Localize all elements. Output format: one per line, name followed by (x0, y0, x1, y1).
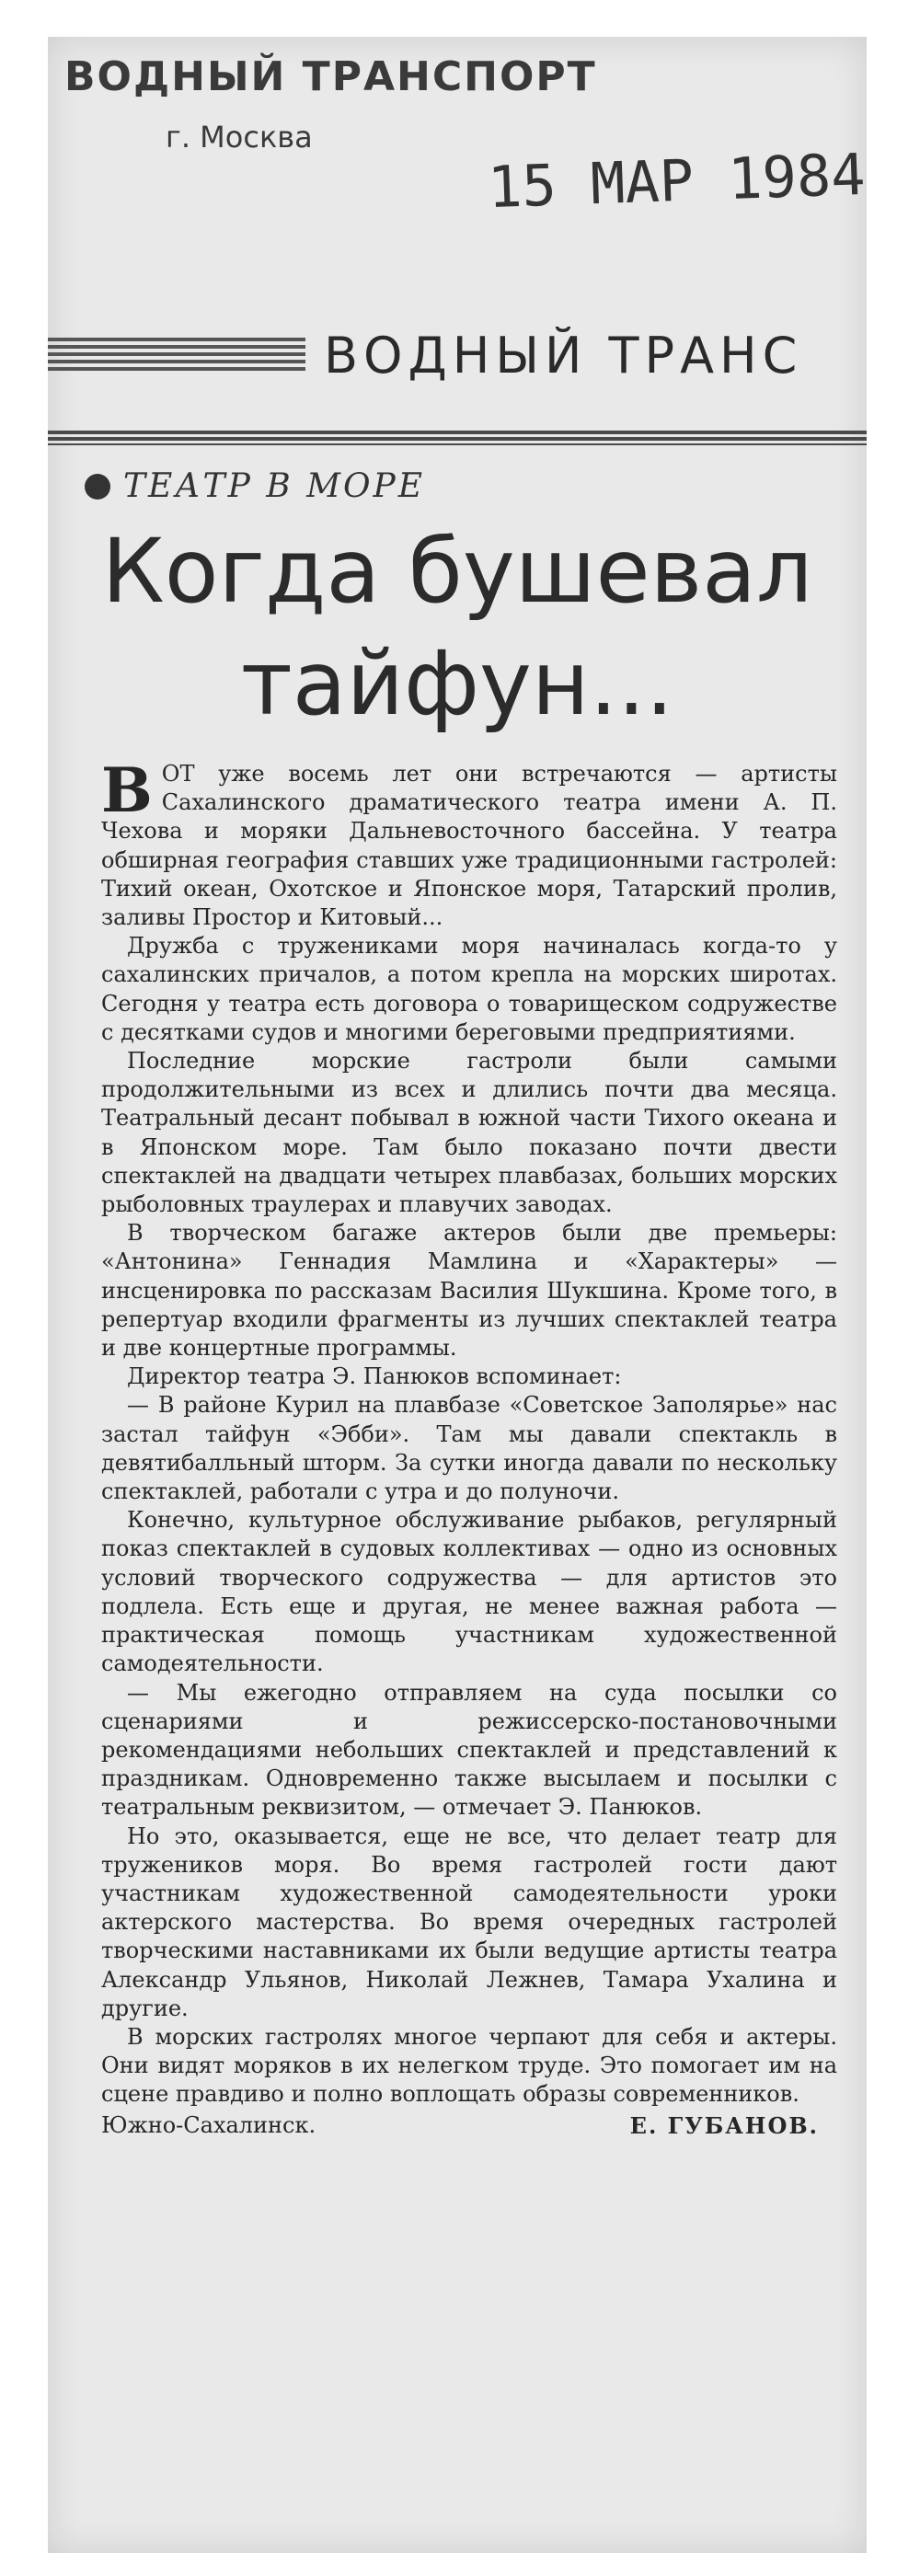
headline-line-2: тайфун... (240, 632, 674, 735)
masthead-title: ВОДНЫЙ ТРАНС (324, 327, 803, 382)
paragraph-7: Конечно, культурное обслуживание рыбаков, регулярный показ спектаклей в судовых коллективах — одно из основных условий творческого содружества — для артистов это подлела. Есть еще и другая, не менее важная работа — практическая помощь участникам художественной самодеятельности. (101, 1507, 837, 1677)
signature-line (101, 2111, 837, 2140)
author-name: Е. ГУБАНОВ. (629, 2111, 819, 2139)
paragraph-3: Последние морские гастроли были самыми продолжительными из всех и длились почти два месяца. Театральный десант побывал в южной части Тихого океана и в Японском море. Там было показано почти двести спектаклей на двадцати четырех плавбазах, больших морских рыболовных траулерах и плавучих заводах. (101, 1048, 837, 1218)
headline-line-1: Когда бушевал (101, 520, 813, 623)
dateline-place: Южно-Сахалинск. (101, 2111, 316, 2138)
paragraph-10: В морских гастролях многое черпают для себя и актеры. Они видят моряков в их нелегком труде. Это помогает им на сцене правдиво и полно воплощать образы современников. (101, 2023, 837, 2108)
rubric (85, 467, 425, 505)
bullet-icon (85, 474, 110, 500)
paragraph-4: В творческом багаже актеров были две премьеры: «Антонина» Геннадия Мамлина и «Характеры» — инсценировка по рассказам Василия Шукшина. Кроме того, в репертуар входили фрагменты из лучших спектаклей театра и две концертные программы. (101, 1220, 837, 1362)
masthead (48, 327, 867, 382)
paragraph-5: Директор театра Э. Панюков вспоминает: (127, 1363, 622, 1390)
drop-cap: В (101, 754, 153, 826)
article-body (101, 754, 837, 2140)
paragraph-2: Дружба с тружениками моря начиналась когда-то у сахалинских причалов, а потом крепла на морских широтах. Сегодня у театра есть договора о товарищеском содружестве с десятками судов и многими береговыми предприятиями. (101, 933, 837, 1045)
paragraph-1 (101, 754, 837, 932)
stamp-date: 15 МАР 1984 (486, 140, 867, 222)
paragraph-9: Но это, оказывается, еще не все, что делает театр для тружеников моря. Во время гастролей гости дают участникам художественной самодеятельности уроки актерского мастерства. Во время очередных гастролей творческими наставниками их были ведущие артисты театра Александр Ульянов, Николай Лежнев, Тамара Ухалина и другие. (101, 1823, 837, 2021)
paragraph-6: — В районе Курил на плавбазе «Советское Заполярье» нас застал тайфун «Эбби». Там мы давали спектакль в девятибалльный шторм. За сутки иногда давали по нескольку спектаклей, работали с утра и до полуночи. (101, 1392, 837, 1505)
headline (48, 515, 867, 740)
section-rule (48, 431, 867, 445)
paragraph-8: — Мы ежегодно отправляем на суда посылки со сценариями и режиссерско-постановочными рекомендациями небольших спектаклей и представлений к праздникам. Одновременно также высылаем и посылки с театральным реквизитом, — отмечает Э. Панюков. (101, 1679, 837, 1821)
rubric-label: ТЕАТР В МОРЕ (123, 467, 426, 505)
stamp-city: г. Москва (166, 120, 313, 155)
stamp-publication-title: ВОДНЫЙ ТРАНСПОРТ (64, 53, 597, 100)
paragraph-1-text: ОТ уже восемь лет они встречаются — артисты Сахалинского драматического театра имени А. П. Чехова и моряки Дальневосточного бассейна. У театра обширная география ставших уже традиционными гастролей: Тихий океан, Охотское и Японское моря, Татарский пролив, заливы Простор и Китовый... (101, 761, 837, 931)
masthead-rule-lines (48, 338, 305, 371)
